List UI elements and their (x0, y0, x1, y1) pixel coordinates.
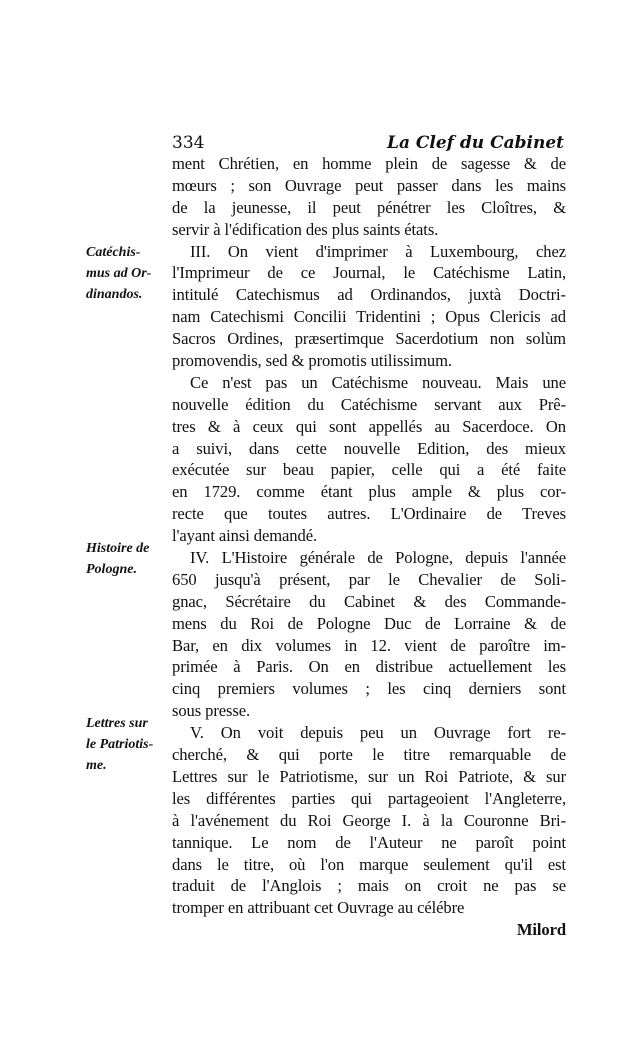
text-line: l'Imprimeur de ce Journal, le Catéchisme Latin, (172, 263, 566, 283)
margin-note-poland (86, 538, 172, 580)
catchword: Milord (516, 920, 566, 940)
text-line: mœurs ; son Ouvrage peut passer dans les mains (172, 175, 566, 195)
text-line: traduit de l'Anglois ; mais on croit ne pas se (172, 876, 566, 896)
body-text (172, 153, 566, 941)
text-line: a suivi, dans cette nouvelle Edition, des mieux (172, 438, 566, 458)
text-line: Sacros Ordines, præsertimque Sacerdotium non solùm (172, 329, 566, 349)
text-line: les différentes parties qui partageoient l'Angleterre, (172, 788, 566, 808)
running-head: La Clef du Cabinet (386, 133, 564, 153)
margin-note-line: Histoire de (86, 541, 150, 556)
text-line: cherché, & qui porte le titre remarquable de (172, 745, 566, 765)
text-line: III. On vient d'imprimer à Luxembourg, chez (190, 241, 566, 261)
text-line: tres & à ceux qui sont appellés au Sacerdoce. On (172, 416, 566, 436)
text-line: gnac, Sécrétaire du Cabinet & des Commande- (172, 591, 566, 611)
page-number: 334 (172, 133, 205, 153)
text-line: de la jeunesse, il peut pénétrer les Cloîtres, & (172, 197, 566, 217)
text-line: ment Chrétien, en homme plein de sagesse & de (172, 154, 566, 173)
text-line: tannique. Le nom de l'Auteur ne paroît point (172, 832, 566, 852)
paragraph (172, 547, 566, 722)
text-line: tromper en attribuant cet Ouvrage au célébre (172, 898, 465, 918)
margin-note-line: Catéchis- (86, 245, 141, 260)
paragraph (172, 153, 566, 241)
text-line: en 1729. comme étant plus ample & plus cor- (172, 482, 566, 502)
text-line: cinq premiers volumes ; les cinq derniers sont (172, 679, 566, 699)
margin-note-line: le Patriotis- (86, 737, 154, 752)
text-line: à l'avénement du Roi George I. à la Couronne Bri- (172, 810, 566, 830)
text-line: promovendis, sed & promotis utilissimum. (172, 351, 452, 371)
text-line: l'ayant ainsi demandé. (172, 526, 318, 546)
text-line: servir à l'édification des plus saints états. (172, 219, 439, 239)
page-header (172, 132, 566, 154)
margin-note-line: dinandos. (86, 287, 143, 302)
margin-note-line: Pologne. (86, 562, 137, 577)
text-line: Ce n'est pas un Catéchisme nouveau. Mais une (190, 372, 566, 392)
margin-note-catechism (86, 242, 172, 305)
margin-note-line: mus ad Or- (86, 266, 152, 281)
text-line: primée à Paris. On en distribue actuellement les (172, 657, 566, 677)
paragraph (172, 372, 566, 547)
margin-note-letters (86, 713, 172, 776)
text-line: sous presse. (172, 701, 251, 721)
paragraph (172, 722, 566, 919)
margin-note-line: me. (86, 758, 107, 773)
text-line: intitulé Catechismus ad Ordinandos, juxtà Doctri- (172, 285, 566, 305)
text-line: Lettres sur le Patriotisme, sur un Roi Patriote, & sur (172, 766, 566, 786)
text-line: V. On voit depuis peu un Ouvrage fort re- (190, 723, 566, 743)
text-line: Bar, en dix volumes in 12. vient de paroître im- (172, 635, 566, 655)
paragraph (172, 241, 566, 372)
text-line: dans le titre, où l'on marque seulement qu'il est (172, 854, 566, 874)
text-line: nam Catechismi Concilii Tridentini ; Opus Clericis ad (172, 307, 566, 327)
text-line: nouvelle édition du Catéchisme servant aux Prê- (172, 394, 566, 414)
text-line: recte que toutes autres. L'Ordinaire de Treves (172, 504, 566, 524)
text-line: 650 jusqu'à présent, par le Chevalier de Soli- (172, 569, 566, 589)
text-line: IV. L'Histoire générale de Pologne, depuis l'année (190, 548, 566, 568)
text-line: mens du Roi de Pologne Duc de Lorraine & de (172, 613, 566, 633)
margin-note-line: Lettres sur (86, 716, 148, 731)
text-line: exécutée sur beau papier, celle qui a été faite (172, 460, 566, 480)
